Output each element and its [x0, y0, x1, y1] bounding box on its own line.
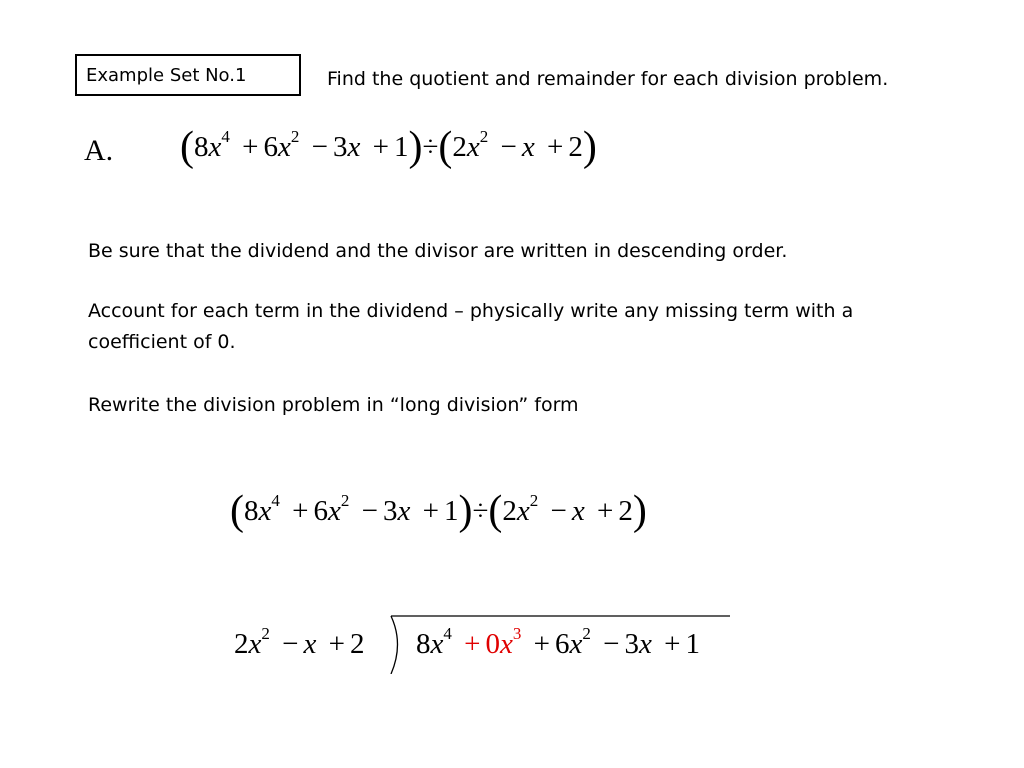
- note-descending-order: Be sure that the dividend and the divisor are written in descending order.: [88, 240, 788, 262]
- example-set-box: [75, 54, 301, 96]
- problem-label: A.: [84, 134, 114, 167]
- long-division-divisor: $2x^2 - x + 2$: [234, 624, 365, 660]
- missing-term: + $0x^3$: [464, 624, 522, 660]
- problem-expression: $(8x^4 + 6x^2 - 3x + 1)\div(2x^2 - x + 2)$: [180, 124, 597, 170]
- example-set-label: Example Set No.1: [86, 65, 247, 86]
- problem-expression-repeat: $(8x^4 + 6x^2 - 3x + 1)\div(2x^2 - x + 2)$: [230, 488, 647, 534]
- instruction-text: Find the quotient and remainder for each division problem.: [327, 68, 889, 90]
- note-missing-terms: Account for each term in the dividend – physically write any missing term with a coefficient of 0.: [88, 300, 854, 353]
- long-division-dividend: $8x^4 + 0x^3 + 6x^2 - 3x + 1$: [416, 624, 700, 660]
- note-long-division: Rewrite the division problem in “long division” form: [88, 394, 579, 416]
